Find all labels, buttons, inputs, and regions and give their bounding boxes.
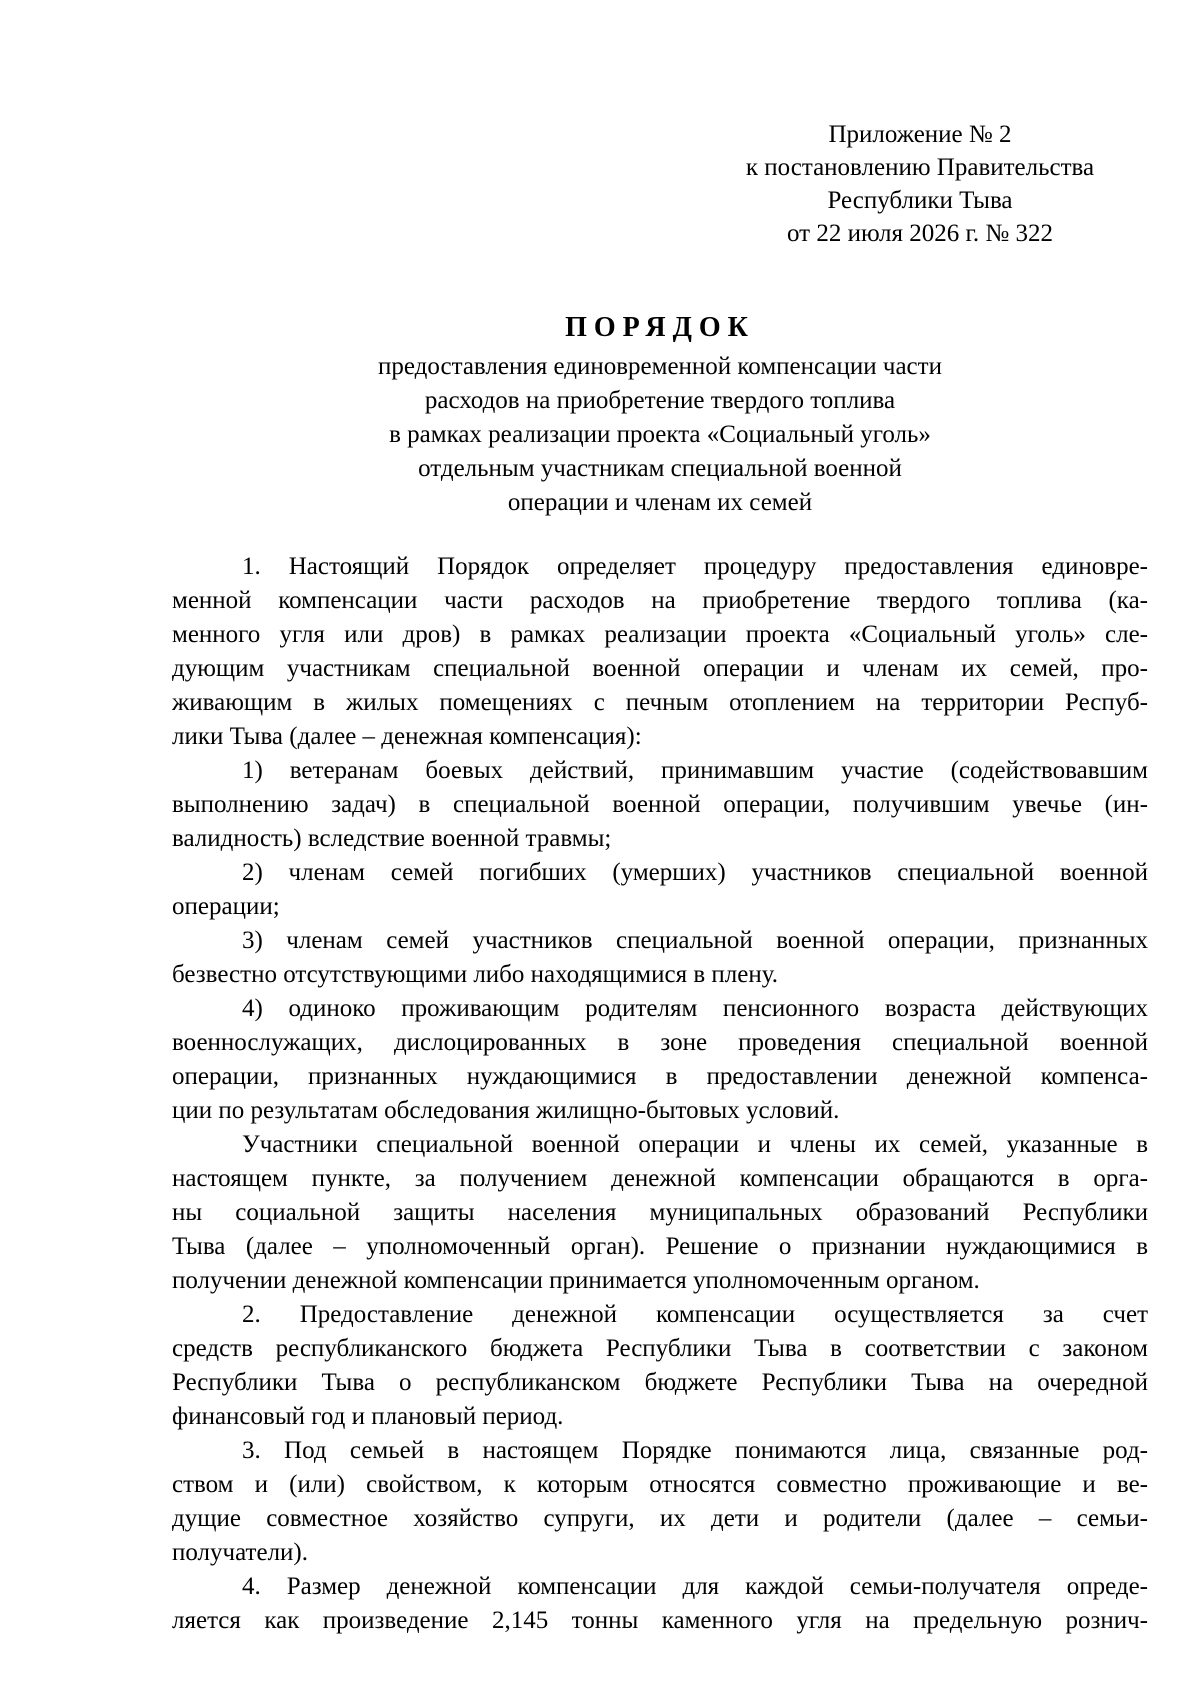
text-line: выполнению задач) в специальной военной операции, получившим увечье (ин- xyxy=(172,791,1148,818)
text-line: дующим участникам специальной военной операции и членам их семей, про- xyxy=(172,655,1148,682)
document-heading xyxy=(170,310,1150,520)
text-line: 4. Размер денежной компенсации для каждой семьи-получателя опреде- xyxy=(242,1573,1148,1600)
subtitle-line: расходов на приобретение твердого топлива xyxy=(424,387,896,414)
paragraph-1-item-2 xyxy=(172,856,1148,924)
appendix-line: к постановлению Правительства xyxy=(745,154,1095,181)
document-body xyxy=(172,550,1148,1638)
paragraph-1 xyxy=(172,550,1148,754)
appendix-line: от 22 июля 2026 г. № 322 xyxy=(786,220,1054,247)
text-line: живающим в жилых помещениях с печным отоплением на территории Респуб- xyxy=(172,689,1148,716)
text-line: настоящем пункте, за получением денежной компенсации обращаются в орга- xyxy=(172,1165,1148,1192)
text-line: лики Тыва (далее – денежная компенсация): xyxy=(172,723,642,750)
subtitle-line: предоставления единовременной компенсации части xyxy=(378,353,942,380)
text-line: менной компенсации части расходов на приобретение твердого топлива (ка- xyxy=(172,587,1148,614)
appendix-line: Приложение № 2 xyxy=(828,121,1012,148)
subtitle-line: отдельным участникам специальной военной xyxy=(418,455,902,482)
text-line: ции по результатам обследования жилищно-бытовых условий. xyxy=(172,1097,840,1124)
paragraph-1-item-1 xyxy=(172,754,1148,856)
subtitle-line: в рамках реализации проекта «Социальный уголь» xyxy=(389,421,931,448)
text-line: 4) одиноко проживающим родителям пенсионного возраста действующих xyxy=(242,995,1148,1022)
text-line: 2) членам семей погибших (умерших) участников специальной военной xyxy=(242,859,1148,886)
paragraph-3 xyxy=(172,1434,1148,1570)
text-line: ляется как произведение 2,145 тонны каменного угля на предельную рознич- xyxy=(172,1607,1148,1634)
subtitle-line: операции и членам их семей xyxy=(507,489,813,516)
text-line: 1) ветеранам боевых действий, принимавшим участие (содействовавшим xyxy=(242,757,1148,784)
text-line: 1. Настоящий Порядок определяет процедуру предоставления единовре- xyxy=(242,553,1148,580)
text-line: Республики Тыва о республиканском бюджете Республики Тыва на очередной xyxy=(172,1369,1148,1396)
document-subtitle xyxy=(170,350,1150,520)
text-line: финансовый год и плановый период. xyxy=(172,1403,564,1430)
text-line: военнослужащих, дислоцированных в зоне проведения специальной военной xyxy=(172,1029,1148,1056)
appendix-header xyxy=(720,118,1120,250)
paragraph-1-item-3 xyxy=(172,924,1148,992)
paragraph-4 xyxy=(172,1570,1148,1638)
paragraph-2 xyxy=(172,1298,1148,1434)
appendix-line: Республики Тыва xyxy=(827,187,1013,214)
text-line: операции; xyxy=(172,893,280,920)
text-line: получении денежной компенсации принимается уполномоченным органом. xyxy=(172,1267,980,1294)
text-line: менного угля или дров) в рамках реализации проекта «Социальный уголь» сле- xyxy=(172,621,1148,648)
text-line: средств республиканского бюджета Республики Тыва в соответствии с законом xyxy=(172,1335,1148,1362)
text-line: ны социальной защиты населения муниципальных образований Республики xyxy=(172,1199,1148,1226)
text-line: Участники специальной военной операции и члены их семей, указанные в xyxy=(242,1131,1148,1158)
text-line: валидность) вследствие военной травмы; xyxy=(172,825,612,852)
text-line: операции, признанных нуждающимися в предоставлении денежной компенса- xyxy=(172,1063,1148,1090)
paragraph-1-participants xyxy=(172,1128,1148,1298)
document-title: ПОРЯДОК xyxy=(565,312,755,343)
paragraph-1-item-4 xyxy=(172,992,1148,1128)
text-line: 3) членам семей участников специальной военной операции, признанных xyxy=(242,927,1148,954)
text-line: ством и (или) свойством, к которым относятся совместно проживающие и ве- xyxy=(172,1471,1148,1498)
text-line: 2. Предоставление денежной компенсации осуществляется за счет xyxy=(242,1301,1148,1328)
text-line: 3. Под семьей в настоящем Порядке понимаются лица, связанные род- xyxy=(242,1437,1148,1464)
text-line: безвестно отсутствующими либо находящимися в плену. xyxy=(172,961,778,988)
text-line: Тыва (далее – уполномоченный орган). Решение о признании нуждающимися в xyxy=(172,1233,1148,1260)
text-line: получатели). xyxy=(172,1539,308,1566)
text-line: дущие совместное хозяйство супруги, их дети и родители (далее – семьи- xyxy=(172,1505,1148,1532)
